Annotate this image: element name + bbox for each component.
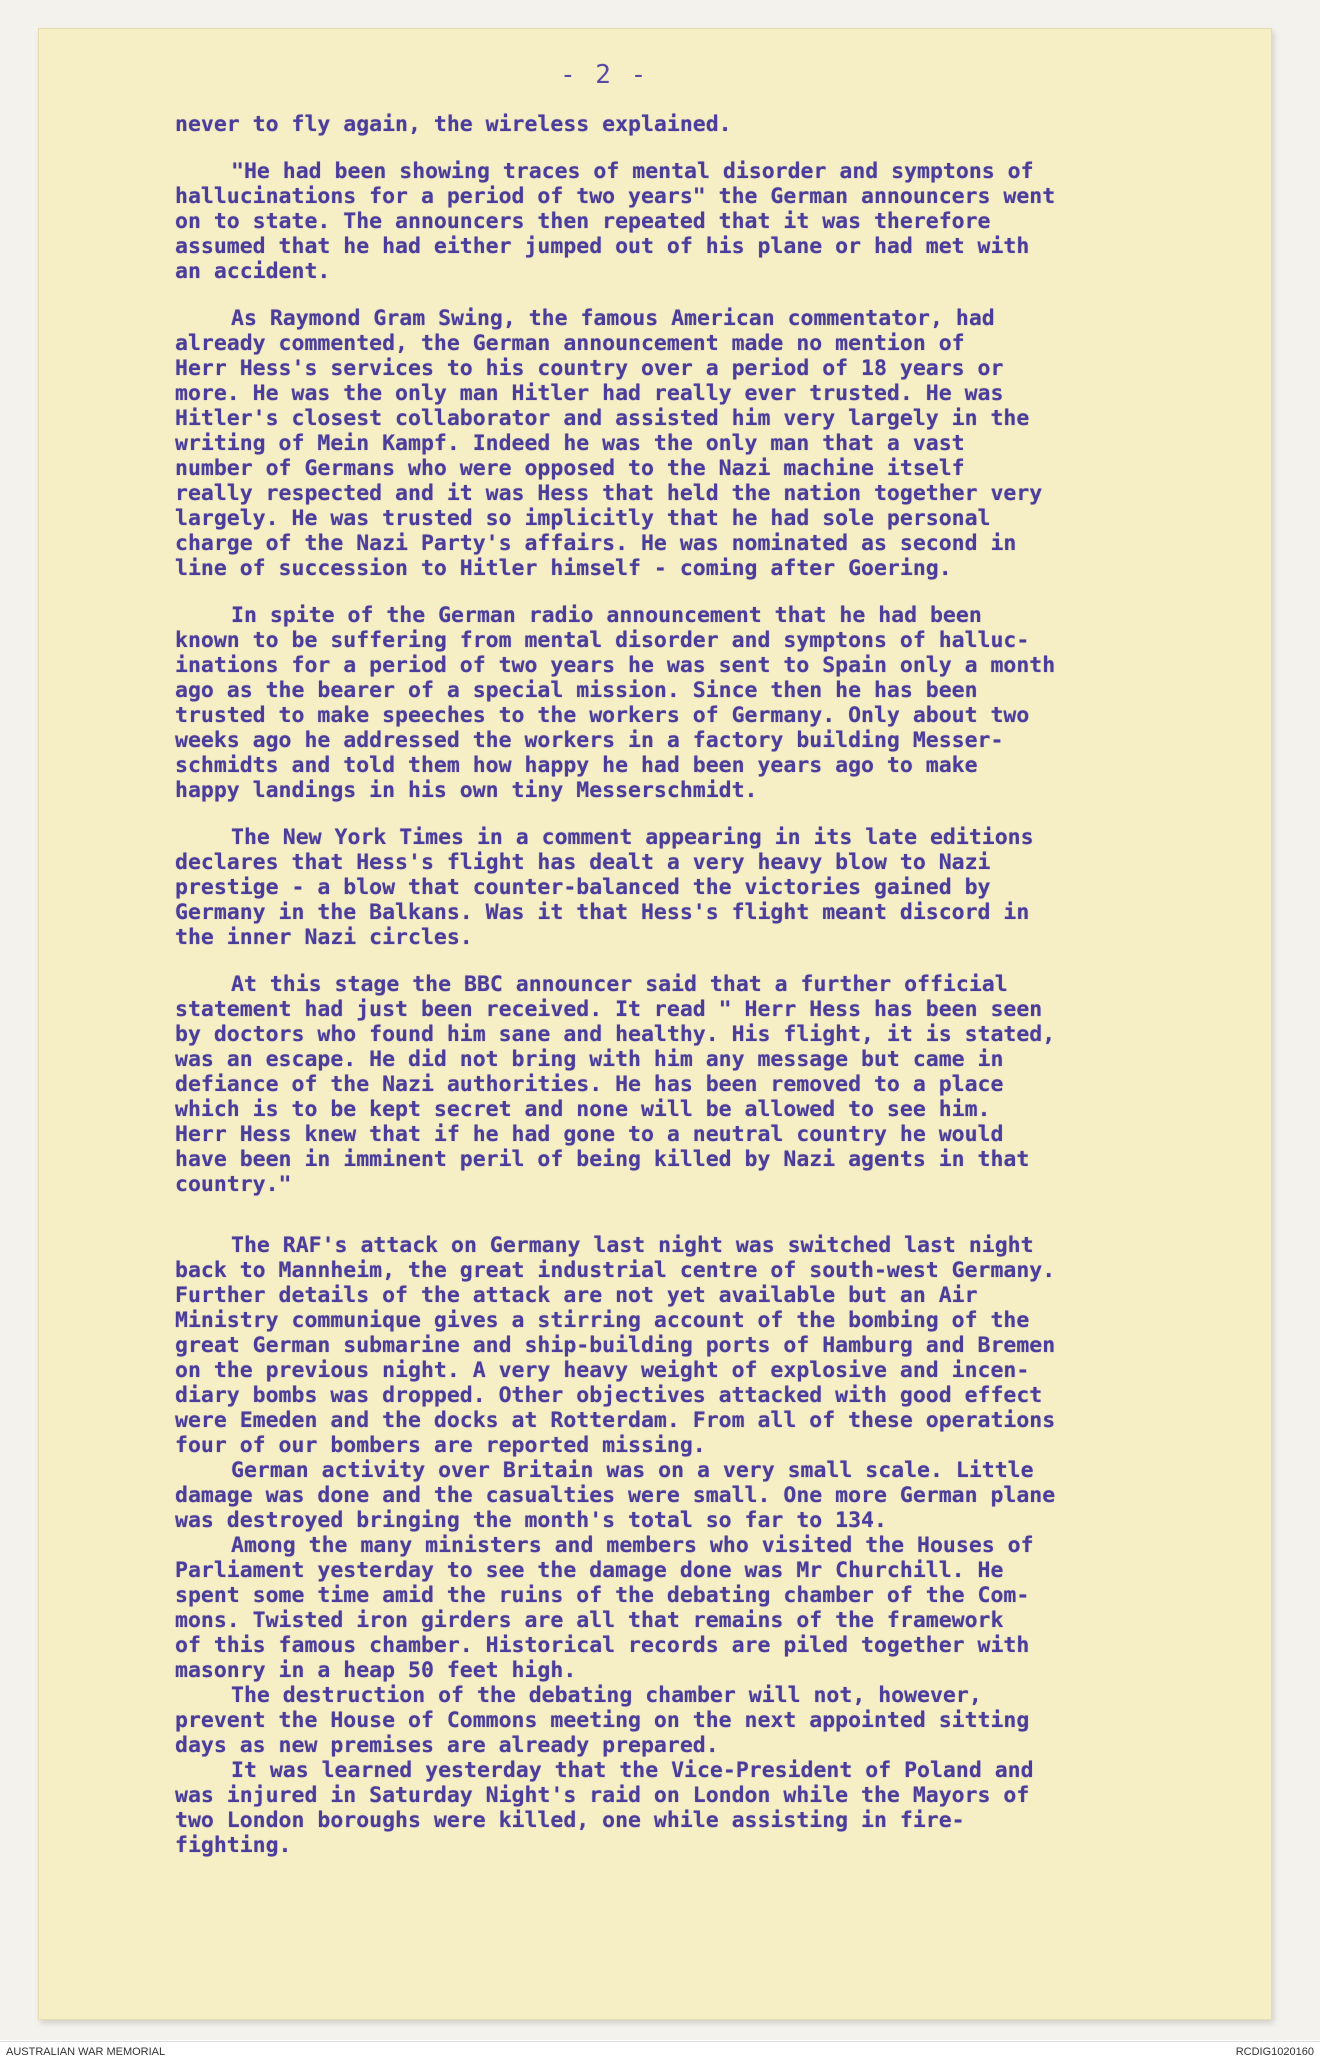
paragraph-gap — [175, 284, 1250, 306]
text-line: mons. Twisted iron girders are all that remains of the framework — [175, 1608, 1004, 1633]
text-line: really respected and it was Hess that held the nation together very — [175, 481, 1043, 506]
text-line: fighting. — [175, 1833, 292, 1858]
text-line: an accident. — [175, 259, 331, 284]
text-line: back to Mannheim, the great industrial centre of south-west Germany. — [175, 1258, 1056, 1283]
paragraph-gap — [175, 950, 1250, 972]
text-line: German activity over Britain was on a very small scale. Little — [231, 1458, 1034, 1483]
text-line: It was learned yesterday that the Vice-President of Poland and — [231, 1758, 1034, 1783]
paragraph-gap — [175, 803, 1250, 825]
text-line: weeks ago he addressed the workers in a factory building Messer- — [175, 728, 1004, 753]
text-line: prevent the House of Commons meeting on the next appointed sitting — [175, 1708, 1030, 1733]
text-line: two London boroughs were killed, one while assisting in fire- — [175, 1808, 965, 1833]
text-line: known to be suffering from mental disorder and symptons of halluc- — [175, 628, 1030, 653]
text-line: happy landings in his own tiny Messerschmidt. — [175, 778, 758, 803]
footer-source: AUSTRALIAN WAR MEMORIAL — [6, 2046, 166, 2058]
text-line: statement had just been received. It read " Herr Hess has been seen — [175, 997, 1043, 1022]
text-line: have been in imminent peril of being killed by Nazi agents in that — [175, 1147, 1030, 1172]
text-line: already commented, the German announcement made no mention of — [175, 331, 965, 356]
text-line: As Raymond Gram Swing, the famous American commentator, had — [231, 306, 995, 331]
text-line: Hitler's closest collaborator and assisted him very largely in the — [175, 406, 1030, 431]
text-line: Herr Hess's services to his country over a period of 18 years or — [175, 356, 1004, 381]
text-line: more. He was the only man Hitler had really ever trusted. He was — [175, 381, 1004, 406]
text-line: defiance of the Nazi authorities. He has been removed to a place — [175, 1072, 1004, 1097]
text-line: The RAF's attack on Germany last night was switched last night — [231, 1233, 1034, 1258]
text-line: on the previous night. A very heavy weight of explosive and incen- — [175, 1358, 1030, 1383]
paragraph — [175, 1758, 1250, 1858]
text-line: prestige - a blow that counter-balanced the victories gained by — [175, 875, 991, 900]
paragraph — [175, 1533, 1250, 1683]
text-line: hallucinations for a period of two years" the German announcers went — [175, 184, 1056, 209]
paragraph-gap — [175, 1197, 1250, 1233]
paragraph — [175, 1458, 1250, 1533]
paragraph-gap — [175, 137, 1250, 159]
text-line: country." — [175, 1172, 292, 1197]
text-line: The New York Times in a comment appearing in its late editions — [231, 825, 1034, 850]
text-line: by doctors who found him sane and healthy. His flight, it is stated, — [175, 1022, 1056, 1047]
text-line: Among the many ministers and members who visited the Houses of — [231, 1533, 1034, 1558]
text-line: inations for a period of two years he was sent to Spain only a month — [175, 653, 1056, 678]
text-line: masonry in a heap 50 feet high. — [175, 1658, 577, 1683]
text-line: line of succession to Hitler himself - coming after Goering. — [175, 556, 952, 581]
text-line: trusted to make speeches to the workers of Germany. Only about two — [175, 703, 1030, 728]
text-line: was an escape. He did not bring with him any message but came in — [175, 1047, 1004, 1072]
text-line: great German submarine and ship-building ports of Hamburg and Bremen — [175, 1333, 1056, 1358]
paragraph — [175, 112, 1250, 137]
text-line: declares that Hess's flight has dealt a very heavy blow to Nazi — [175, 850, 991, 875]
text-line: days as new premises are already prepared. — [175, 1733, 719, 1758]
text-line: largely. He was trusted so implicitly that he had sole personal — [175, 506, 991, 531]
text-line: was injured in Saturday Night's raid on London while the Mayors of — [175, 1783, 1030, 1808]
text-line: At this stage the BBC announcer said that a further official — [231, 972, 1008, 997]
text-line: the inner Nazi circles. — [175, 925, 473, 950]
text-line: "He had been showing traces of mental disorder and symptons of — [231, 159, 1034, 184]
text-line: was destroyed bringing the month's total so far to 134. — [175, 1508, 887, 1533]
text-line: diary bombs was dropped. Other objectives attacked with good effect — [175, 1383, 1043, 1408]
text-line: assumed that he had either jumped out of his plane or had met with — [175, 234, 1030, 259]
text-line: In spite of the German radio announcement that he had been — [231, 603, 982, 628]
paragraph — [175, 603, 1250, 803]
text-line: four of our bombers are reported missing. — [175, 1433, 706, 1458]
paragraph-gap — [175, 581, 1250, 603]
text-line: Ministry communique gives a stirring account of the bombing of the — [175, 1308, 1030, 1333]
paragraph — [175, 306, 1250, 581]
text-line: ago as the bearer of a special mission. Since then he has been — [175, 678, 978, 703]
text-line: spent some time amid the ruins of the debating chamber of the Com- — [175, 1583, 1030, 1608]
paragraph — [175, 1233, 1250, 1458]
text-line: of this famous chamber. Historical records are piled together with — [175, 1633, 1030, 1658]
text-line: Further details of the attack are not yet available but an Air — [175, 1283, 978, 1308]
paragraph — [175, 1683, 1250, 1758]
text-line: writing of Mein Kampf. Indeed he was the only man that a vast — [175, 431, 965, 456]
paragraph — [175, 972, 1250, 1197]
text-line: Herr Hess knew that if he had gone to a neutral country he would — [175, 1122, 1004, 1147]
text-line: charge of the Nazi Party's affairs. He was nominated as second in — [175, 531, 1017, 556]
page-number: - 2 - — [560, 60, 649, 90]
footer-bar — [0, 2041, 1320, 2062]
text-line: were Emeden and the docks at Rotterdam. From all of these operations — [175, 1408, 1056, 1433]
footer-record-id: RCDIG1020160 — [1235, 2046, 1314, 2058]
text-line: Germany in the Balkans. Was it that Hess's flight meant discord in — [175, 900, 1030, 925]
paragraph — [175, 159, 1250, 284]
text-line: Parliament yesterday to see the damage done was Mr Churchill. He — [175, 1558, 1004, 1583]
text-line: on to state. The announcers then repeated that it was therefore — [175, 209, 991, 234]
typed-text-body — [175, 112, 1250, 1858]
text-line: never to fly again, the wireless explained. — [175, 112, 732, 137]
paragraph — [175, 825, 1250, 950]
text-line: The destruction of the debating chamber will not, however, — [231, 1683, 982, 1708]
text-line: schmidts and told them how happy he had been years ago to make — [175, 753, 978, 778]
text-line: which is to be kept secret and none will be allowed to see him. — [175, 1097, 991, 1122]
text-line: damage was done and the casualties were small. One more German plane — [175, 1483, 1056, 1508]
text-line: number of Germans who were opposed to the Nazi machine itself — [175, 456, 965, 481]
